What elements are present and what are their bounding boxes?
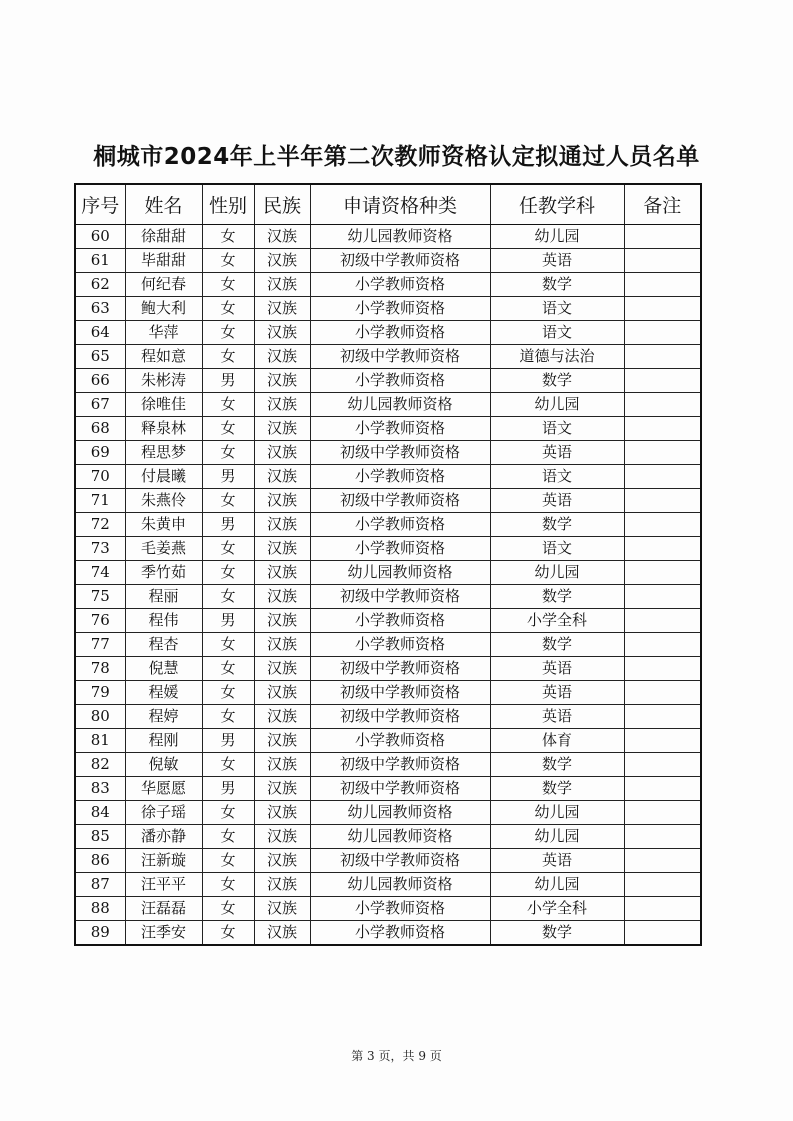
cell-remarks [624, 369, 701, 393]
table-row [75, 657, 701, 681]
cell-remarks [624, 657, 701, 681]
table-row [75, 489, 701, 513]
cell-subject: 数学 [490, 777, 624, 801]
cell-remarks [624, 777, 701, 801]
cell-ethnicity: 汉族 [254, 369, 310, 393]
cell-qualification: 初级中学教师资格 [310, 681, 490, 705]
cell-subject: 语文 [490, 321, 624, 345]
cell-ethnicity: 汉族 [254, 729, 310, 753]
cell-qualification: 小学教师资格 [310, 921, 490, 946]
cell-remarks [624, 801, 701, 825]
cell-qualification: 初级中学教师资格 [310, 657, 490, 681]
cell-qualification: 小学教师资格 [310, 897, 490, 921]
cell-gender: 男 [202, 465, 254, 489]
cell-remarks [624, 321, 701, 345]
table-row [75, 273, 701, 297]
table-body [75, 225, 701, 946]
header-subject: 任教学科 [490, 184, 624, 225]
cell-qualification: 小学教师资格 [310, 465, 490, 489]
cell-name: 汪平平 [125, 873, 202, 897]
cell-remarks [624, 585, 701, 609]
table-row [75, 297, 701, 321]
cell-ethnicity: 汉族 [254, 321, 310, 345]
table-row [75, 633, 701, 657]
cell-seq: 76 [75, 609, 125, 633]
cell-name: 程思梦 [125, 441, 202, 465]
cell-remarks [624, 297, 701, 321]
cell-name: 程媛 [125, 681, 202, 705]
cell-gender: 女 [202, 561, 254, 585]
cell-name: 何纪春 [125, 273, 202, 297]
cell-remarks [624, 729, 701, 753]
table-row [75, 921, 701, 946]
table-row [75, 801, 701, 825]
cell-qualification: 幼儿园教师资格 [310, 393, 490, 417]
cell-seq: 72 [75, 513, 125, 537]
cell-remarks [624, 225, 701, 249]
cell-gender: 男 [202, 369, 254, 393]
cell-subject: 数学 [490, 633, 624, 657]
cell-name: 徐子瑶 [125, 801, 202, 825]
cell-gender: 女 [202, 633, 254, 657]
cell-name: 潘亦静 [125, 825, 202, 849]
cell-remarks [624, 705, 701, 729]
cell-name: 华愿愿 [125, 777, 202, 801]
cell-seq: 60 [75, 225, 125, 249]
cell-ethnicity: 汉族 [254, 465, 310, 489]
cell-ethnicity: 汉族 [254, 537, 310, 561]
cell-seq: 85 [75, 825, 125, 849]
cell-seq: 84 [75, 801, 125, 825]
cell-qualification: 初级中学教师资格 [310, 777, 490, 801]
table-row [75, 825, 701, 849]
cell-subject: 数学 [490, 921, 624, 946]
header-gender: 性别 [202, 184, 254, 225]
cell-remarks [624, 489, 701, 513]
cell-gender: 女 [202, 441, 254, 465]
cell-remarks [624, 633, 701, 657]
cell-seq: 80 [75, 705, 125, 729]
cell-ethnicity: 汉族 [254, 273, 310, 297]
table-row [75, 393, 701, 417]
cell-seq: 78 [75, 657, 125, 681]
cell-gender: 女 [202, 297, 254, 321]
cell-name: 季竹茹 [125, 561, 202, 585]
cell-remarks [624, 921, 701, 946]
cell-subject: 幼儿园 [490, 873, 624, 897]
cell-ethnicity: 汉族 [254, 681, 310, 705]
cell-subject: 幼儿园 [490, 393, 624, 417]
table-row [75, 369, 701, 393]
cell-gender: 女 [202, 345, 254, 369]
cell-seq: 88 [75, 897, 125, 921]
cell-remarks [624, 825, 701, 849]
cell-qualification: 小学教师资格 [310, 273, 490, 297]
cell-qualification: 小学教师资格 [310, 297, 490, 321]
cell-remarks [624, 273, 701, 297]
cell-seq: 62 [75, 273, 125, 297]
cell-gender: 女 [202, 921, 254, 946]
cell-name: 徐唯佳 [125, 393, 202, 417]
cell-name: 程婷 [125, 705, 202, 729]
cell-name: 毛姜燕 [125, 537, 202, 561]
cell-gender: 男 [202, 729, 254, 753]
table-row [75, 681, 701, 705]
cell-qualification: 幼儿园教师资格 [310, 801, 490, 825]
cell-subject: 英语 [490, 681, 624, 705]
cell-subject: 数学 [490, 753, 624, 777]
cell-qualification: 幼儿园教师资格 [310, 561, 490, 585]
cell-ethnicity: 汉族 [254, 249, 310, 273]
cell-name: 程刚 [125, 729, 202, 753]
cell-name: 汪季安 [125, 921, 202, 946]
cell-gender: 男 [202, 609, 254, 633]
cell-gender: 女 [202, 753, 254, 777]
cell-name: 华萍 [125, 321, 202, 345]
cell-gender: 女 [202, 489, 254, 513]
cell-seq: 89 [75, 921, 125, 946]
cell-subject: 小学全科 [490, 609, 624, 633]
cell-seq: 73 [75, 537, 125, 561]
cell-gender: 女 [202, 393, 254, 417]
cell-name: 毕甜甜 [125, 249, 202, 273]
cell-gender: 女 [202, 705, 254, 729]
cell-name: 汪磊磊 [125, 897, 202, 921]
cell-seq: 65 [75, 345, 125, 369]
cell-qualification: 初级中学教师资格 [310, 489, 490, 513]
cell-subject: 英语 [490, 489, 624, 513]
cell-subject: 数学 [490, 585, 624, 609]
cell-name: 倪慧 [125, 657, 202, 681]
table-row [75, 897, 701, 921]
cell-ethnicity: 汉族 [254, 441, 310, 465]
cell-seq: 64 [75, 321, 125, 345]
cell-gender: 女 [202, 681, 254, 705]
cell-gender: 女 [202, 825, 254, 849]
cell-name: 徐甜甜 [125, 225, 202, 249]
cell-subject: 道德与法治 [490, 345, 624, 369]
cell-gender: 女 [202, 249, 254, 273]
cell-qualification: 小学教师资格 [310, 609, 490, 633]
cell-qualification: 初级中学教师资格 [310, 753, 490, 777]
cell-name: 朱黄申 [125, 513, 202, 537]
cell-qualification: 初级中学教师资格 [310, 705, 490, 729]
cell-ethnicity: 汉族 [254, 897, 310, 921]
cell-subject: 英语 [490, 705, 624, 729]
cell-remarks [624, 465, 701, 489]
cell-seq: 69 [75, 441, 125, 465]
cell-ethnicity: 汉族 [254, 873, 310, 897]
cell-qualification: 幼儿园教师资格 [310, 873, 490, 897]
table-header-row [75, 184, 701, 225]
cell-subject: 语文 [490, 297, 624, 321]
cell-qualification: 小学教师资格 [310, 417, 490, 441]
cell-seq: 83 [75, 777, 125, 801]
cell-remarks [624, 249, 701, 273]
cell-seq: 61 [75, 249, 125, 273]
cell-subject: 数学 [490, 513, 624, 537]
cell-ethnicity: 汉族 [254, 345, 310, 369]
cell-ethnicity: 汉族 [254, 921, 310, 946]
cell-gender: 女 [202, 801, 254, 825]
cell-seq: 86 [75, 849, 125, 873]
cell-name: 程如意 [125, 345, 202, 369]
cell-qualification: 初级中学教师资格 [310, 849, 490, 873]
cell-name: 程伟 [125, 609, 202, 633]
cell-remarks [624, 849, 701, 873]
cell-name: 释泉林 [125, 417, 202, 441]
cell-seq: 67 [75, 393, 125, 417]
cell-gender: 女 [202, 321, 254, 345]
table-row [75, 561, 701, 585]
cell-subject: 数学 [490, 273, 624, 297]
cell-subject: 英语 [490, 441, 624, 465]
cell-seq: 81 [75, 729, 125, 753]
cell-subject: 语文 [490, 537, 624, 561]
cell-ethnicity: 汉族 [254, 393, 310, 417]
table-row [75, 849, 701, 873]
cell-seq: 74 [75, 561, 125, 585]
cell-remarks [624, 681, 701, 705]
cell-ethnicity: 汉族 [254, 849, 310, 873]
cell-ethnicity: 汉族 [254, 633, 310, 657]
cell-qualification: 初级中学教师资格 [310, 585, 490, 609]
table-row [75, 585, 701, 609]
cell-subject: 语文 [490, 417, 624, 441]
cell-qualification: 初级中学教师资格 [310, 441, 490, 465]
cell-qualification: 初级中学教师资格 [310, 345, 490, 369]
cell-qualification: 小学教师资格 [310, 369, 490, 393]
cell-name: 朱燕伶 [125, 489, 202, 513]
cell-name: 程杏 [125, 633, 202, 657]
cell-seq: 82 [75, 753, 125, 777]
cell-gender: 男 [202, 777, 254, 801]
cell-ethnicity: 汉族 [254, 777, 310, 801]
cell-ethnicity: 汉族 [254, 585, 310, 609]
cell-seq: 77 [75, 633, 125, 657]
header-ethnicity: 民族 [254, 184, 310, 225]
table-row [75, 705, 701, 729]
cell-ethnicity: 汉族 [254, 705, 310, 729]
cell-gender: 女 [202, 657, 254, 681]
cell-gender: 女 [202, 873, 254, 897]
table-row [75, 777, 701, 801]
cell-subject: 体育 [490, 729, 624, 753]
cell-name: 朱彬涛 [125, 369, 202, 393]
cell-qualification: 小学教师资格 [310, 633, 490, 657]
cell-remarks [624, 417, 701, 441]
cell-seq: 63 [75, 297, 125, 321]
cell-remarks [624, 753, 701, 777]
cell-seq: 87 [75, 873, 125, 897]
cell-ethnicity: 汉族 [254, 825, 310, 849]
cell-gender: 女 [202, 225, 254, 249]
document-title: 桐城市2024年上半年第二次教师资格认定拟通过人员名单 [93, 144, 700, 170]
cell-remarks [624, 873, 701, 897]
cell-gender: 女 [202, 585, 254, 609]
header-seq: 序号 [75, 184, 125, 225]
header-remarks: 备注 [624, 184, 701, 225]
cell-qualification: 小学教师资格 [310, 321, 490, 345]
cell-ethnicity: 汉族 [254, 609, 310, 633]
cell-subject: 小学全科 [490, 897, 624, 921]
cell-gender: 女 [202, 849, 254, 873]
table-row [75, 873, 701, 897]
cell-seq: 79 [75, 681, 125, 705]
cell-subject: 幼儿园 [490, 801, 624, 825]
cell-ethnicity: 汉族 [254, 657, 310, 681]
cell-qualification: 幼儿园教师资格 [310, 825, 490, 849]
cell-name: 鲍大利 [125, 297, 202, 321]
table-row [75, 321, 701, 345]
cell-subject: 英语 [490, 849, 624, 873]
cell-remarks [624, 561, 701, 585]
cell-seq: 71 [75, 489, 125, 513]
cell-subject: 语文 [490, 465, 624, 489]
cell-gender: 女 [202, 897, 254, 921]
cell-seq: 70 [75, 465, 125, 489]
cell-ethnicity: 汉族 [254, 513, 310, 537]
cell-gender: 女 [202, 537, 254, 561]
cell-seq: 68 [75, 417, 125, 441]
cell-remarks [624, 393, 701, 417]
table-row [75, 249, 701, 273]
cell-remarks [624, 609, 701, 633]
cell-qualification: 小学教师资格 [310, 537, 490, 561]
cell-remarks [624, 537, 701, 561]
cell-qualification: 小学教师资格 [310, 729, 490, 753]
cell-seq: 66 [75, 369, 125, 393]
cell-qualification: 小学教师资格 [310, 513, 490, 537]
cell-ethnicity: 汉族 [254, 297, 310, 321]
cell-subject: 英语 [490, 657, 624, 681]
cell-ethnicity: 汉族 [254, 753, 310, 777]
table-row [75, 753, 701, 777]
cell-name: 倪敏 [125, 753, 202, 777]
cell-ethnicity: 汉族 [254, 417, 310, 441]
cell-subject: 数学 [490, 369, 624, 393]
cell-gender: 男 [202, 513, 254, 537]
table-row [75, 225, 701, 249]
table-row [75, 441, 701, 465]
cell-remarks [624, 513, 701, 537]
table-row [75, 513, 701, 537]
table-row [75, 609, 701, 633]
cell-remarks [624, 441, 701, 465]
cell-name: 付晨曦 [125, 465, 202, 489]
cell-qualification: 初级中学教师资格 [310, 249, 490, 273]
cell-name: 汪新璇 [125, 849, 202, 873]
table-row [75, 345, 701, 369]
cell-subject: 英语 [490, 249, 624, 273]
cell-ethnicity: 汉族 [254, 801, 310, 825]
table-row [75, 465, 701, 489]
cell-subject: 幼儿园 [490, 825, 624, 849]
page-footer: 第 3 页，共 9 页 [351, 1049, 442, 1063]
header-qualification: 申请资格种类 [310, 184, 490, 225]
header-name: 姓名 [125, 184, 202, 225]
table-row [75, 417, 701, 441]
cell-ethnicity: 汉族 [254, 225, 310, 249]
cell-subject: 幼儿园 [490, 561, 624, 585]
cell-gender: 女 [202, 273, 254, 297]
cell-subject: 幼儿园 [490, 225, 624, 249]
cell-seq: 75 [75, 585, 125, 609]
cell-remarks [624, 345, 701, 369]
cell-ethnicity: 汉族 [254, 489, 310, 513]
table-row [75, 729, 701, 753]
roster-table [74, 183, 702, 946]
cell-ethnicity: 汉族 [254, 561, 310, 585]
cell-qualification: 幼儿园教师资格 [310, 225, 490, 249]
table-row [75, 537, 701, 561]
cell-gender: 女 [202, 417, 254, 441]
cell-remarks [624, 897, 701, 921]
cell-name: 程丽 [125, 585, 202, 609]
